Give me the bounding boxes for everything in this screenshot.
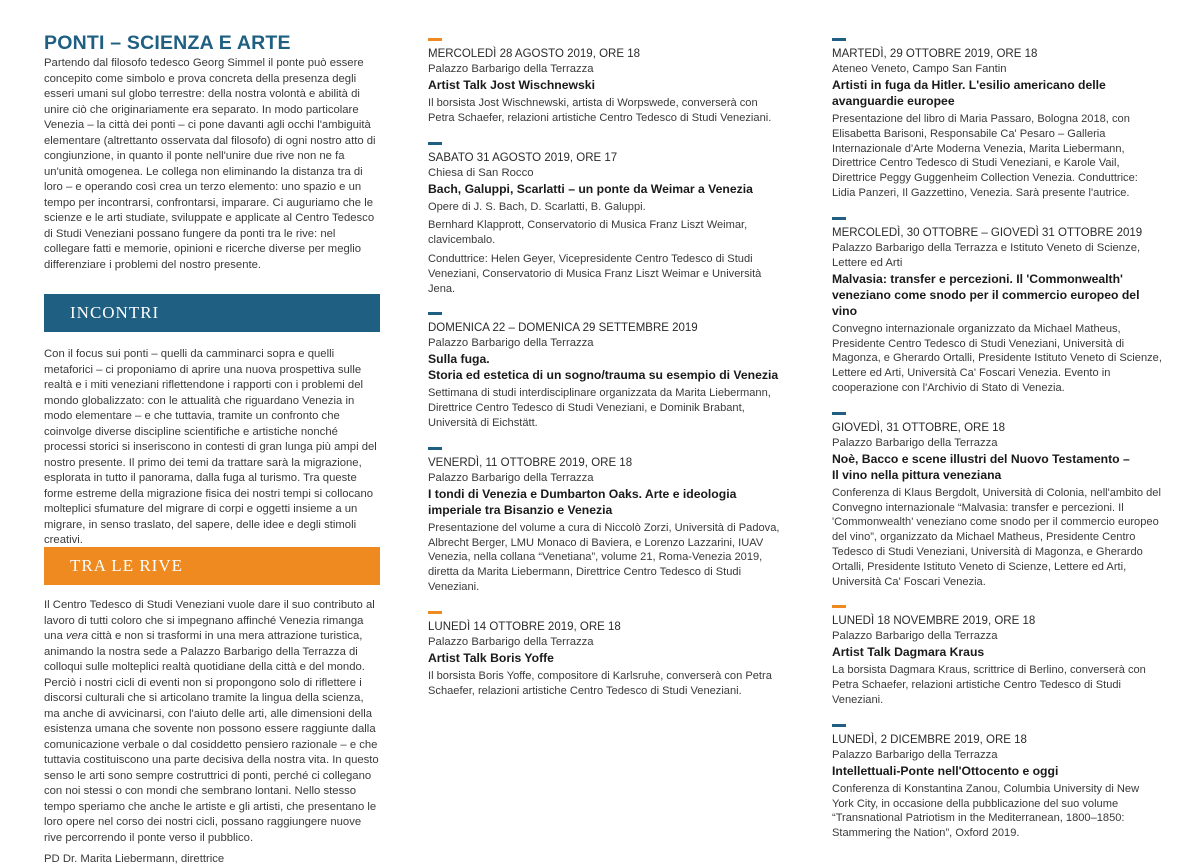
event-marker	[832, 38, 846, 41]
event-title: Artisti in fuga da Hitler. L'esilio americano delle avanguardie europee	[832, 78, 1106, 108]
event-description: Settimana di studi interdisciplinare organizzata da Marita Liebermann, Direttrice Centro Tedesco di Studi Veneziani, e Dominik Brabant, Università di Eichstätt.	[428, 387, 771, 429]
event-description: Il borsista Boris Yoffe, compositore di Karlsruhe, converserà con Petra Schaefer, relazioni artistiche Centro Tedesco di Studi Veneziani.	[428, 669, 772, 697]
event-description: Presentazione del volume a cura di Niccolò Zorzi, Università di Padova, Albrecht Berger, LMU Monaco di Baviera, e Lorenzo Lazzarini, IUAV Venezia, nella collana “Venetiana”, volume 21, Roma-Venezia 2019, diretta da Marita Liebermann, Direttrice Centro Tedesco di Studi Veneziani.	[428, 521, 780, 593]
event-title: Sulla fuga. Storia ed estetica di un sogno/trauma su esempio di Venezia	[428, 352, 779, 383]
event-marker	[832, 217, 846, 220]
events-column-right	[832, 30, 1162, 841]
event-item	[832, 217, 1162, 396]
event-description: Conduttrice: Helen Geyer, Vicepresidente Centro Tedesco di Studi Veneziani, Conservatorio di Musica Franz Liszt Weimar e Università Jena.	[428, 252, 762, 295]
page-title: PONTI – SCIENZA E ARTE	[44, 32, 291, 54]
event-place: Palazzo Barbarigo della Terrazza	[428, 63, 594, 75]
signature: PD Dr. Marita Liebermann, direttrice	[44, 853, 225, 865]
event-marker	[428, 611, 442, 614]
event-title: Noè, Bacco e scene illustri del Nuovo Testamento – Il vino nella pittura veneziana	[832, 451, 1130, 482]
incontri-heading: INCONTRI	[70, 303, 160, 322]
event-place: Chiesa di San Rocco	[428, 166, 534, 179]
event-description: La borsista Dagmara Kraus, scrittrice di Berlino, converserà con Petra Schaefer, relazioni artistiche Centro Tedesco di Studi Veneziani.	[832, 664, 1146, 706]
event-date: SABATO 31 AGOSTO 2019, ORE 17	[428, 151, 618, 164]
event-description: Opere di J. S. Bach, D. Scarlatti, B. Galuppi.	[428, 200, 646, 213]
event-date: MERCOLEDÌ 28 AGOSTO 2019, ORE 18	[428, 48, 640, 60]
event-item	[428, 38, 782, 126]
incontri-text: Con il focus sui ponti – quelli da camminarci sopra e quelli metaforici – ci proponiamo di aprire una nuova prospettiva sulle realtà e i miti veneziani riflettendone i rapporti con i problemi del mondo globalizzato: con le attualità che riguardano Venezia in modo elementare – e che tuttavia, tramite un confronto che coinvolge diverse discipline scientifiche e artistiche nonché processi storici si inseriscono in contesti di gran lunga più ampi del nostro presente. Il primo dei temi da trattare sarà la migrazione, esplorata in tutto il panorama, dalla fuga al turismo. Tra queste forme estreme della migrazione fisica dei nostri tempi si collocano molteplici sfumature del migrare di corpi e oggetti insieme a un migrare, in senso traslato, del sapere, delle idee e degli stimoli creativi.	[44, 348, 377, 546]
event-title: I tondi di Venezia e Dumbarton Oaks. Arte e ideologia imperiale tra Bisanzio e Venezia	[428, 486, 737, 517]
event-description: Convegno internazionale organizzato da Michael Matheus, Presidente Centro Tedesco di Studi Veneziani, Università di Magonza, e Gherardo Ortalli, Presidente Istituto Veneto di Scienze, Lettere ed Arti, Università Ca' Foscari Venezia. Evento in cooperazione con l'Archivio di Stato di Venezia.	[832, 322, 1162, 394]
event-marker	[428, 312, 442, 315]
event-item	[832, 605, 1162, 707]
event-place: Palazzo Barbarigo della Terrazza	[428, 337, 594, 350]
incontri-banner	[44, 294, 380, 332]
event-description: Conferenza di Konstantina Zanou, Columbia University di New York City, in occasione della pubblicazione del suo volume “Transnational Patriotism in the Mediterranean, 1800–1850: Stammering the Nation”, Oxford 2019.	[832, 782, 1140, 840]
rive-text-emphasis: vera	[66, 630, 88, 642]
event-item	[428, 447, 782, 595]
event-title: Bach, Galuppi, Scarlatti – un ponte da Weimar a Venezia	[428, 181, 753, 196]
event-place: Palazzo Barbarigo della Terrazza	[832, 748, 998, 761]
event-description: Bernhard Klapprott, Conservatorio di Musica Franz Liszt Weimar, clavicembalo.	[428, 219, 748, 247]
event-item	[832, 38, 1162, 201]
event-date: GIOVEDÌ, 31 OTTOBRE, ORE 18	[832, 421, 1005, 434]
event-item	[428, 611, 782, 699]
event-title: Artist Talk Dagmara Kraus	[832, 645, 985, 660]
event-item	[832, 412, 1162, 590]
event-marker	[428, 447, 442, 450]
events-column-left	[428, 30, 782, 698]
event-date: MARTEDÌ, 29 OTTOBRE 2019, ORE 18	[832, 48, 1038, 60]
rive-text-part-a: Il Centro Tedesco di Studi Veneziani vuole dare il suo contributo al lavoro di tutti coloro che si impegnano affinché Venezia rimanga una	[44, 599, 375, 642]
event-item	[428, 312, 782, 430]
event-title: Intellettuali-Ponte nell'Ottocento e oggi	[832, 763, 1059, 778]
intro-column	[44, 30, 380, 865]
rive-text	[44, 598, 380, 844]
event-date: LUNEDÌ, 2 DICEMBRE 2019, ORE 18	[832, 733, 1027, 746]
event-marker	[832, 724, 846, 727]
event-place: Palazzo Barbarigo della Terrazza	[832, 630, 998, 643]
event-place: Palazzo Barbarigo della Terrazza	[428, 635, 594, 648]
event-marker	[832, 412, 846, 415]
event-marker	[428, 38, 442, 41]
rive-heading: TRA LE RIVE	[70, 556, 183, 575]
event-title: Malvasia: transfer e percezioni. Il 'Commonwealth' veneziano come snodo per il commercio europeo del vino	[832, 271, 1140, 318]
intro-text: Partendo dal filosofo tedesco Georg Simmel il ponte può essere concepito come simbolo e prova concreta della presenza degli esseri umani sul globo terrestre: della nostra volontà e abilità di unire ciò che originariamente era separato. In modo particolare Venezia – la città dei ponti – ci pone davanti agli occhi l'ambiguità elementare (altrettanto osservata dal filosofo) di ogni nostro atto di congiunzione, in quanto il ponte nell'unire due rive non ne fa un'unità omogenea. Le collega non eliminando la distanza tra di loro – e operando così crea un terzo elemento: uno spazio e un tempo per incontrarsi, confrontarsi, imparare. Ci auguriamo che le scienze e le arti studiate, sviluppate e applicate al Centro Tedesco di Studi Veneziani possano fungere da ponti tra le rive: nel collegare fatti e memorie, opinioni e ricerche diverse per meglio differenziare i problemi del nostro presente.	[44, 57, 376, 271]
event-description: Il borsista Jost Wischnewski, artista di Worpswede, converserà con Petra Schaefer, relazioni artistiche Centro Tedesco di Studi Veneziani.	[428, 97, 772, 124]
event-marker	[428, 142, 442, 145]
event-item	[428, 142, 782, 297]
event-date: LUNEDÌ 18 NOVEMBRE 2019, ORE 18	[832, 615, 1036, 628]
event-marker	[832, 605, 846, 608]
event-item	[832, 724, 1162, 841]
rive-text-part-b: città e non si trasformi in una mera attrazione turistica, animando la nostra sede a Palazzo Barbarigo della Terrazza di colloqui sulle molteplici realtà quotidiane della città e del mondo. Perciò i nostri cicli di eventi non si propongono solo di riflettere i discorsi culturali che si articolano tramite la lingua della scienza, ma anche di avvicinarsi, con l'aiuto delle arti, alle dimensioni della esistenza umana che sovente non possono essere raggiunte dalla comunicazione verbale o dal cosiddetto pensiero razionale – e che tuttavia costituiscono una parte decisiva della nostra vita. In questo senso le arti sono sempre costruttrici di ponti, perché ci collegano con noi stessi o con mondi che sembrano lontani. Nello stesso tempo speriamo che anche le artiste e gli artisti, che presentano le loro opere nel corso dei nostri cicli, possano raggiungere nuove rive percorrendo il ponte verso il pubblico.	[44, 630, 379, 844]
event-date: DOMENICA 22 – DOMENICA 29 SETTEMBRE 2019	[428, 322, 698, 335]
event-place: Palazzo Barbarigo della Terrazza	[832, 436, 998, 449]
rive-banner	[44, 547, 380, 585]
event-date: LUNEDÌ 14 OTTOBRE 2019, ORE 18	[428, 620, 621, 633]
event-date: VENERDÌ, 11 OTTOBRE 2019, ORE 18	[428, 456, 633, 469]
event-description: Presentazione del libro di Maria Passaro, Bologna 2018, con Elisabetta Barisoni, Responsabile Ca' Pesaro – Galleria Internazionale d'Arte Moderna Venezia, Marita Liebermann, Direttrice Centro Tedesco di Studi Veneziani, e Karole Vail, Direttrice Peggy Guggenheim Collection Venezia. Conduttrice: Lidia Panzeri, Il Gazzettino, Venezia. Sarà presente l'autrice.	[832, 113, 1138, 199]
event-title: Artist Talk Boris Yoffe	[428, 650, 554, 665]
event-place: Palazzo Barbarigo della Terrazza e Istituto Veneto di Scienze, Lettere ed Arti	[832, 241, 1141, 269]
event-title: Artist Talk Jost Wischnewski	[428, 78, 595, 92]
event-place: Palazzo Barbarigo della Terrazza	[428, 471, 594, 484]
event-description: Conferenza di Klaus Bergdolt, Università di Colonia, nell'ambito del Convegno internazionale “Malvasia: transfer e percezioni. Il 'Commonwealth' veneziano come snodo per il commercio europeo del vino”, organizzato da Michael Matheus, Presidente Centro Tedesco di Studi Veneziani, Università di Magonza, e Gherardo Ortalli, Presidente Istituto Veneto di Scienze, Lettere ed Arti, Università Ca' Foscari Venezia.	[832, 486, 1161, 588]
event-place: Ateneo Veneto, Campo San Fantin	[832, 63, 1007, 75]
event-date: MERCOLEDÌ, 30 OTTOBRE – GIOVEDÌ 31 OTTOBRE 2019	[832, 226, 1143, 239]
